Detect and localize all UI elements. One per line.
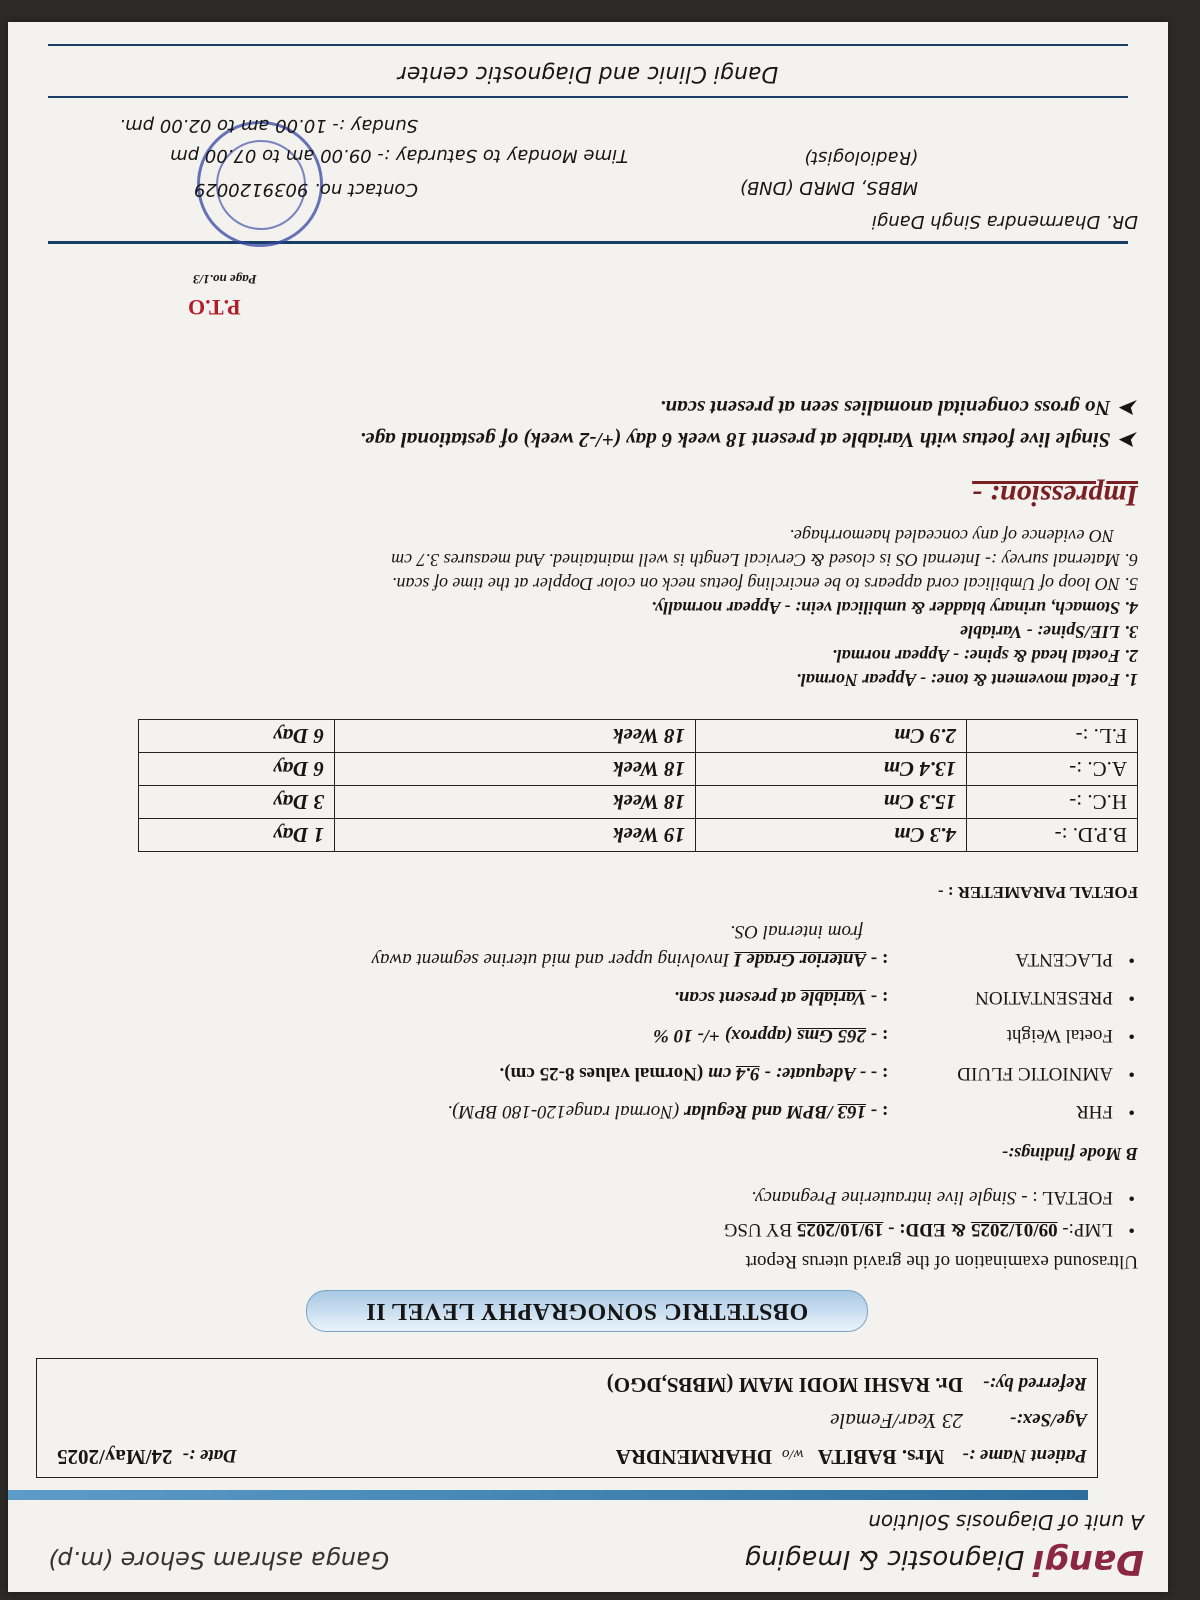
foetal-parameter-heading: FOETAL PARAMETER : -	[937, 883, 1138, 902]
fw-label: Foetal Weight	[1006, 1025, 1113, 1046]
relation: w/o	[782, 1446, 804, 1462]
doctor-designation: (Radiologist)	[804, 147, 918, 168]
brand-main: Dangi	[1032, 1542, 1144, 1582]
age-row	[830, 1408, 1087, 1433]
lmp-line	[724, 1218, 1113, 1240]
edd-label: & EDD: -	[888, 1219, 967, 1240]
impression-heading: Impression: -	[972, 479, 1138, 512]
pto-label: P.T.O	[188, 295, 241, 320]
finding-1: 1. Foetal movement & tone: - Appear Normal.	[796, 670, 1138, 690]
finding-6-cont: NO evidence of any concealed haemorrhage.	[789, 526, 1114, 546]
parameter-day: 6 Day	[139, 720, 335, 753]
referred-doctor: Dr. RASHI MODI MAM (MBBS,DGO)	[606, 1373, 963, 1397]
pres-note: at present scan.	[673, 987, 796, 1008]
report-title-banner	[306, 1290, 868, 1332]
parameter-size: 13.4 Cm	[696, 753, 967, 786]
plac-colon: : -	[870, 949, 889, 970]
parameter-size: 4.3 Cm	[696, 819, 967, 852]
foetal-weight-row	[653, 1024, 1113, 1046]
finding-6: 6. Maternal survey :- Internal OS is closed & Cervical Length is well maintained. And measures 3.7 cm	[391, 550, 1138, 570]
parameter-name: A.C. :-	[967, 753, 1138, 786]
parameter-name: H.C. :-	[967, 786, 1138, 819]
time-weekday: Time Monday to Saturday :- 09.00 am to 07.00 pm	[170, 145, 628, 166]
patient-name-label: Patient Name :-	[962, 1445, 1087, 1466]
parameter-day: 6 Day	[139, 753, 335, 786]
fhr-label: FHR	[1076, 1101, 1113, 1122]
patient-name: Mrs. BABITA	[817, 1445, 945, 1469]
foetal-label: FOETAL : -	[1021, 1187, 1113, 1208]
lmp-label: LMP:-	[1062, 1219, 1113, 1240]
finding-3: 3. LIE/Spine: - Variable	[959, 622, 1138, 642]
plac-label: PLACENTA	[1015, 949, 1113, 970]
footer-center-name: Dangi Clinic and Diagnostic center	[397, 61, 779, 86]
fw-colon: : -	[870, 1025, 889, 1046]
fw-value: 265 Gms	[796, 1025, 867, 1046]
age-label: Age/Sex:-	[1009, 1409, 1087, 1430]
edd-suffix: BY USG	[723, 1219, 793, 1240]
fhr-note: (Normal range120-180 BPM).	[447, 1101, 680, 1122]
signature-divider	[48, 241, 1128, 244]
relation-name: DHARMENDRA	[615, 1445, 772, 1469]
foetal-line	[751, 1186, 1113, 1208]
contact-number: Contact no. 9039120029	[193, 179, 418, 200]
foetal-parameter-row	[139, 819, 1138, 852]
parameter-week: 18 Week	[335, 753, 696, 786]
impression-line-2: ➤No gross congenital anomalies seen at present scan.	[660, 396, 1138, 420]
af-unit: cm	[707, 1063, 732, 1084]
brand-rest: Diagnostic & Imaging	[744, 1544, 1025, 1574]
plac-note-cont: from internal OS.	[730, 921, 863, 942]
parameter-size: 2.9 Cm	[696, 720, 967, 753]
age-sex: 23 Year/Female	[830, 1409, 963, 1433]
fhr-text: /BPM and Regular	[683, 1101, 833, 1122]
foetal-parameter-row	[139, 720, 1138, 753]
findings-list	[58, 524, 1138, 692]
parameter-week: 18 Week	[335, 786, 696, 819]
header-bar	[8, 1490, 1088, 1500]
placenta-row	[372, 948, 1113, 970]
referred-row	[607, 1372, 1087, 1397]
parameter-day: 1 Day	[139, 819, 335, 852]
referred-label: Referred by:-	[983, 1373, 1087, 1394]
foetal-value: Single live intrauterine Pregnancy.	[751, 1187, 1017, 1208]
page-number: Page no.1/3	[193, 272, 257, 287]
lmp-value: 09/01/2025	[971, 1219, 1058, 1240]
pres-value: Variable	[800, 987, 867, 1008]
fw-note: (approx) +/- 10 %	[653, 1025, 793, 1046]
footer-line-bottom	[48, 44, 1128, 46]
impression-text-2: No gross congenital anomalies seen at present scan.	[660, 396, 1111, 420]
af-note: (Normal values 8-25 cm).	[499, 1063, 704, 1084]
finding-2: 2. Foetal head & spine: - Appear normal.	[832, 646, 1138, 666]
clinic-subtitle: A unit of Diagnosis Solution	[868, 1510, 1144, 1534]
date-row	[57, 1444, 237, 1469]
af-pre: - Adequate: -	[764, 1063, 867, 1084]
report-intro: Ultrasound examination of the gravid uterus Report	[745, 1251, 1138, 1272]
edd-value: 19/10/2025	[796, 1219, 884, 1240]
af-value: 9.4	[735, 1063, 760, 1084]
impression-text-1: Single live foetus with Variable at present 18 week 6 day (+/-2 week) of gestational age.	[359, 428, 1111, 452]
foetal-parameter-table	[138, 719, 1138, 852]
amniotic-row	[500, 1062, 1113, 1084]
parameter-week: 18 Week	[335, 720, 696, 753]
date-label: Date :-	[182, 1445, 237, 1466]
clinic-brand	[745, 1542, 1144, 1582]
clinic-address: Ganga ashram Sehore (m.p)	[48, 1546, 390, 1574]
report-page	[8, 22, 1168, 1592]
parameter-day: 3 Day	[139, 786, 335, 819]
foetal-parameter-row	[139, 786, 1138, 819]
presentation-row	[674, 986, 1113, 1008]
patient-name-row	[616, 1444, 1087, 1469]
fhr-row	[448, 1100, 1113, 1122]
time-sunday: Sunday :- 10.00 am to 02.00 pm.	[119, 115, 418, 136]
finding-5: 5. NO loop of Umbilical cord appears to be encircling foetus neck on color Doppler at the time of scan.	[391, 574, 1138, 594]
impression-line-1: ➤Single live foetus with Variable at present 18 week 6 day (+/-2 week) of gestational age.	[359, 428, 1138, 452]
finding-4: 4. Stomach, urinary bladder & umbilical vein: - Appear normally.	[651, 598, 1138, 618]
doctor-qualification: MBBS, DMRD (DNB)	[739, 177, 918, 198]
doctor-name: DR. Dharmendra Singh Dangi	[871, 211, 1138, 232]
af-label: AMNIOTIC FLUID	[957, 1063, 1113, 1084]
af-colon: : -	[870, 1063, 889, 1084]
bmode-heading: B Mode findings:-	[1001, 1144, 1138, 1164]
report-title: OBSTETRIC SONOGRAPHY LEVEL II	[365, 1298, 809, 1325]
foetal-parameter-row	[139, 753, 1138, 786]
pres-label: PRESENTATION	[975, 987, 1113, 1008]
fhr-colon: : -	[870, 1101, 889, 1122]
report-date: 24/May/2025	[57, 1445, 173, 1469]
parameter-name: F.L. :-	[967, 720, 1138, 753]
patient-info-box	[36, 1358, 1098, 1478]
pres-colon: : -	[870, 987, 889, 1008]
plac-note: Involving upper and mid uterine segment away	[371, 949, 730, 970]
footer-line-top	[48, 96, 1128, 98]
plac-value: Anterior Grade I	[734, 949, 867, 970]
parameter-name: B.P.D. :-	[967, 819, 1138, 852]
parameter-size: 15.3 Cm	[696, 786, 967, 819]
fhr-value: 163	[837, 1101, 867, 1122]
parameter-week: 19 Week	[335, 819, 696, 852]
